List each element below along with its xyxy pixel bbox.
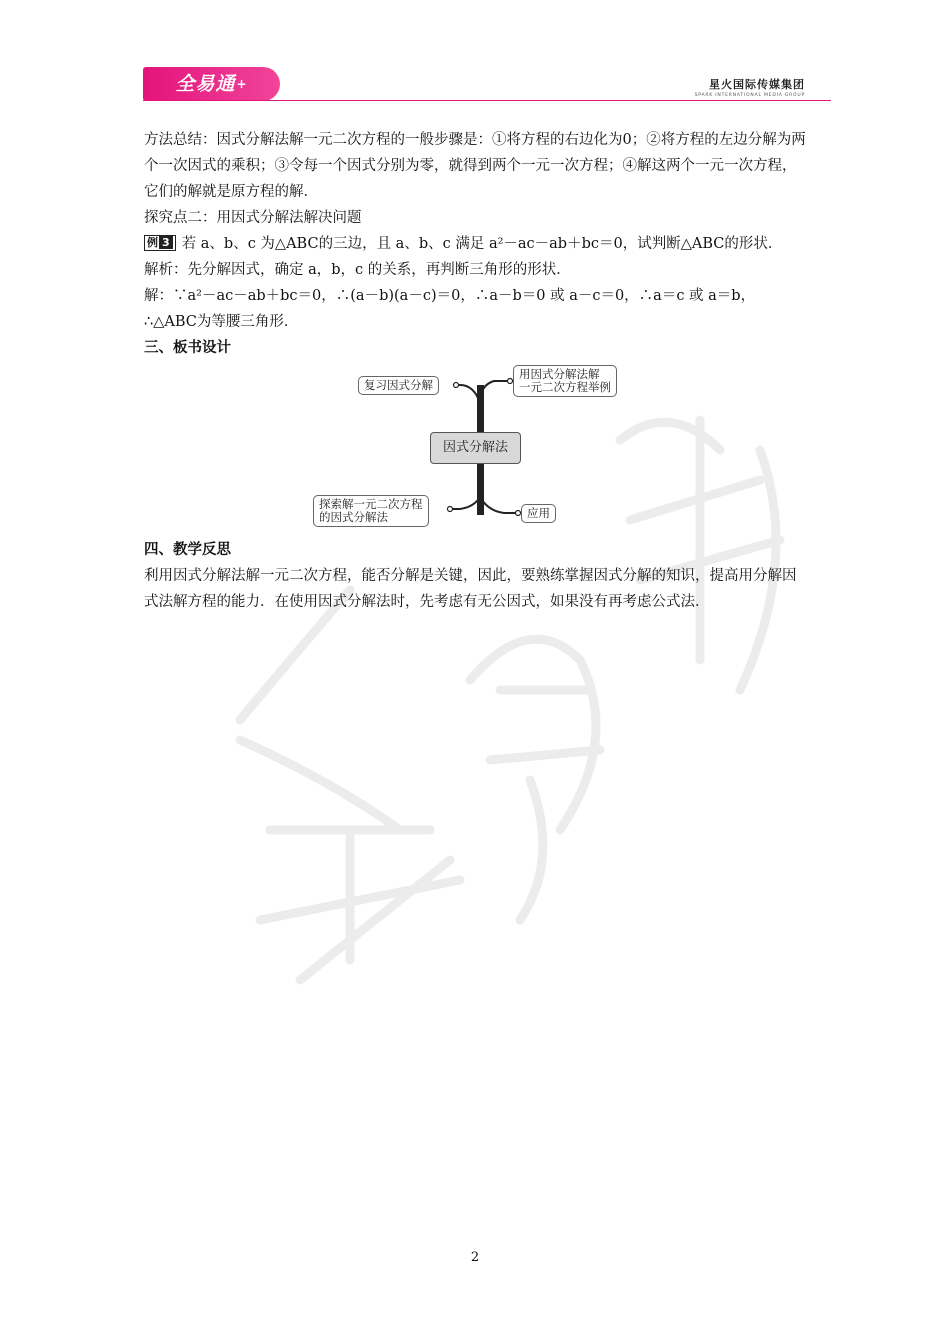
publisher-mark (695, 76, 805, 98)
solution-line-1: 解：∵a²－ac－ab＋bc＝0，∴(a－b)(a－c)＝0，∴a－b＝0 或 a－c＝0，∴a＝c 或 a＝b， (144, 288, 756, 304)
connector-dot-bottom-right (516, 511, 521, 516)
mindmap-node-explore-line2: 的因式分解法 (319, 510, 388, 524)
mindmap-node-center-text: 因式分解法 (443, 440, 509, 455)
connector-top-left (456, 385, 480, 403)
explore-point-heading: 探究点二：用因式分解法解决问题 (144, 210, 362, 226)
connector-dot-top-right (508, 379, 513, 384)
solution-line-2: ∴△ABC为等腰三角形． (144, 314, 299, 330)
publisher-name-en: SPARK INTERNATIONAL MEDIA GROUP (694, 93, 805, 98)
example-3 (144, 231, 810, 257)
example-text: 若 a、b、c 为△ABC的三边，且 a、b、c 满足 a²－ac－ab＋bc＝0，试判断△ABC的形状． (181, 236, 783, 252)
connector-bottom-left (450, 497, 480, 509)
example-badge-number: 3 (159, 236, 173, 249)
mindmap-node-examples-line1: 用因式分解法解 (519, 367, 600, 381)
mindmap-node-application (521, 504, 556, 523)
mindmap-node-examples (513, 365, 617, 397)
example-badge (144, 235, 176, 251)
analysis-text: 解析：先分解因式，确定 a，b，c 的关系，再判断三角形的形状． (144, 262, 571, 278)
connector-bottom-right (480, 497, 518, 513)
connector-dot-top-left (454, 383, 459, 388)
header-divider (143, 100, 831, 101)
page-number: 2 (470, 1250, 480, 1265)
section-4-title: 四、教学反思 (144, 542, 231, 558)
mindmap-node-review (358, 376, 439, 395)
example-badge-label: 例 (147, 236, 158, 249)
mindmap-node-review-text: 复习因式分解 (364, 378, 433, 392)
connector-dot-bottom-left (448, 507, 453, 512)
section-3-title: 三、板书设计 (144, 340, 231, 356)
brand-logo-star: + (236, 77, 248, 91)
reflection-text: 利用因式分解法解一元二次方程，能否分解是关键，因此，要熟练掌握因式分解的知识，提高用分解因式法解方程的能力．在使用因式分解法时，先考虑有无公因式，如果没有再考虑公式法． (144, 568, 797, 610)
document-body (144, 127, 810, 615)
connector-top-right (480, 381, 510, 403)
board-design-mindmap (144, 363, 810, 537)
mindmap-node-application-text: 应用 (527, 506, 550, 520)
publisher-name-cn: 星火国际传媒集团 (709, 78, 805, 91)
mindmap-node-explore (313, 495, 429, 527)
mindmap-node-center (430, 432, 521, 464)
mindmap-node-explore-line1: 探索解一元二次方程 (319, 497, 423, 511)
method-summary: 方法总结：因式分解法解一元二次方程的一般步骤是：①将方程的右边化为0；②将方程的左边分解为两个一次因式的乘积；③令每一个因式分别为零，就得到两个一元一次方程；④解这两个一元一次方程，它们的解就是原方程的解． (144, 132, 806, 200)
mindmap-node-examples-line2: 一元二次方程举例 (519, 380, 611, 394)
brand-logo (143, 67, 280, 101)
brand-logo-text: 全易通 (175, 73, 236, 95)
